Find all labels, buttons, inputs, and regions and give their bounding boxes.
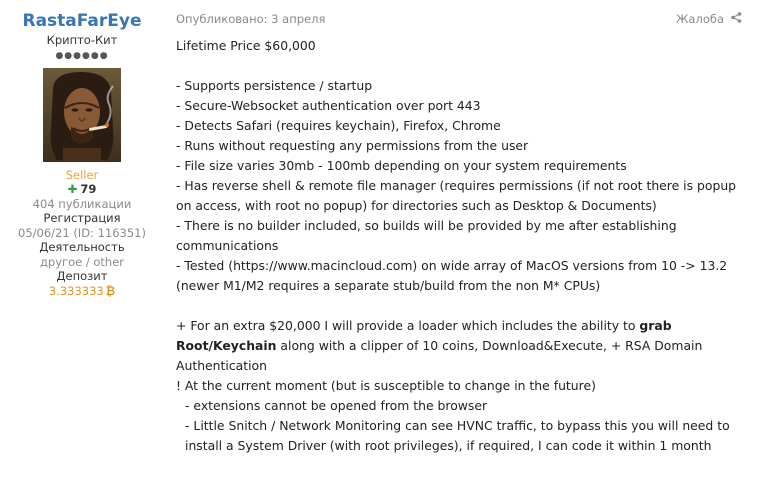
post-meta [176, 10, 742, 28]
note-item: - extensions cannot be opened from the browser [185, 398, 488, 413]
publish-date[interactable]: Опубликовано: 3 апреля [176, 12, 326, 26]
bitcoin-icon: ₿ [105, 283, 116, 298]
reputation-value: 79 [80, 182, 97, 196]
rank-dots: ●●●●●● [55, 50, 109, 61]
feature-item: - Has reverse shell & remote file manager (requires permissions (if not root there is popup on access, with root no popup) for directories such as Desktop & Documents) [176, 178, 737, 213]
registration-value: 05/06/21 (ID: 116351) [18, 225, 146, 240]
post-body [176, 36, 742, 456]
feature-item: - Tested (https://www.macincloud.com) on wide array of MacOS versions from 10 -> 13.2 (newer M1/M2 requires a separate stub/build from the non M* CPUs) [176, 258, 728, 293]
reputation-plus-icon: ✚ [67, 182, 78, 196]
author-panel [0, 0, 164, 480]
registration-label: Регистрация [43, 211, 121, 225]
share-icon[interactable] [731, 10, 742, 28]
loader-offer [176, 316, 742, 376]
feature-item: - Detects Safari (requires keychain), Firefox, Chrome [176, 118, 501, 133]
avatar-image [43, 68, 121, 162]
reputation[interactable] [0, 182, 164, 197]
feature-item: - There is no builder included, so builds will be provided by me after establishing communications [176, 218, 677, 253]
post-content [164, 0, 760, 480]
feature-item: - File size varies 30mb - 100mb depending on your system requirements [176, 158, 627, 173]
loader-suffix: along with a clipper of 10 coins, Download&Execute, + RSA Domain Authentication [176, 338, 703, 373]
author-username[interactable]: RastaFarEye [22, 11, 142, 31]
activity-value: другое / other [39, 254, 125, 269]
deposit [0, 284, 164, 299]
publications-count[interactable]: 404 публикации [32, 196, 132, 211]
activity-label: Деятельность [39, 240, 125, 254]
deposit-value: 3.333333 [48, 283, 104, 298]
deposit-label: Депозит [56, 269, 108, 283]
avatar[interactable] [43, 68, 121, 162]
report-link[interactable]: Жалоба [676, 12, 724, 26]
post-actions [676, 10, 742, 28]
feature-item: - Runs without requesting any permissions from the user [176, 138, 529, 153]
user-group: Seller [65, 167, 99, 182]
notice-line: ! At the current moment (but is susceptible to change in the future) [176, 378, 596, 393]
loader-bold: grab Root/Keychain [176, 318, 672, 353]
feature-item: - Supports persistence / startup [176, 78, 373, 93]
note-item: - Little Snitch / Network Monitoring can see HVNC traffic, to bypass this you will need to install a System Driver (with root privileges), if required, I can code it within 1 month [185, 418, 730, 453]
price-line: Lifetime Price $60,000 [176, 38, 316, 53]
author-title: Крипто-Кит [46, 33, 118, 47]
feature-item: - Secure-Websocket authentication over port 443 [176, 98, 481, 113]
loader-prefix: + For an extra $20,000 I will provide a loader which includes the ability to [176, 318, 640, 333]
